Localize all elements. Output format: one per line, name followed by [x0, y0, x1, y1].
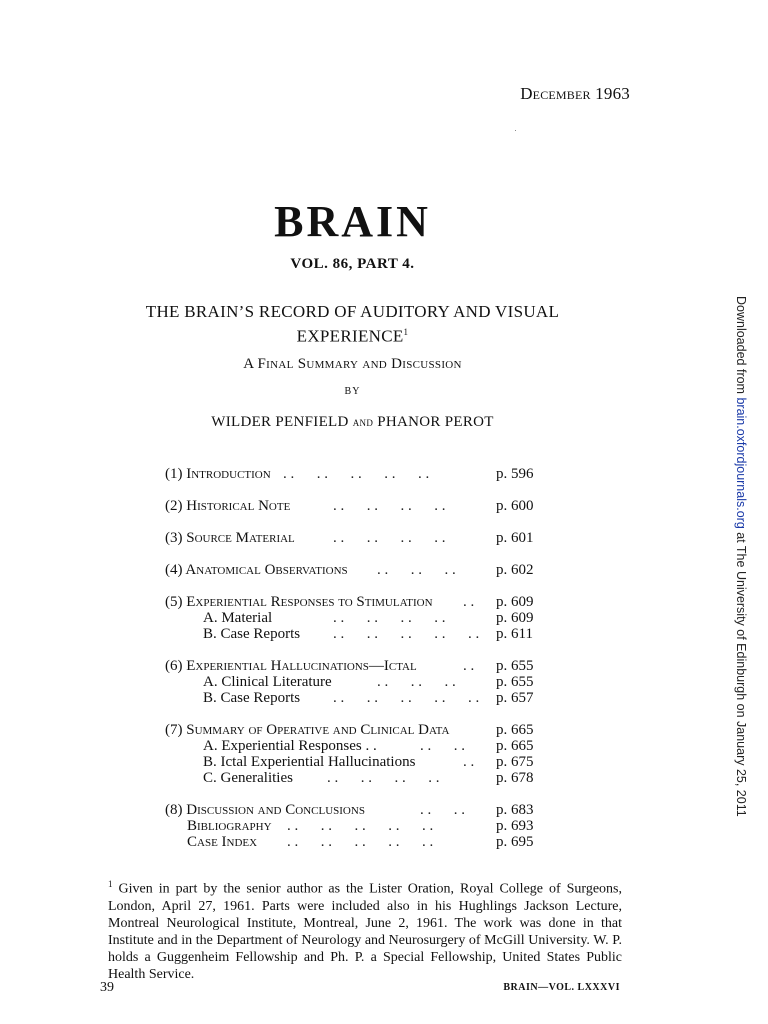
page-number: 39 [100, 980, 114, 995]
watermark-prefix: Downloaded from [734, 296, 748, 398]
toc-page: p. 596 [496, 466, 534, 482]
scan-speck [515, 130, 516, 131]
toc-leader: . . [463, 658, 475, 674]
toc-leader: . . . . . . . . . . [283, 466, 430, 482]
toc-label: (2) Historical Note [165, 498, 291, 514]
volume-info: VOL. 86, PART 4. [290, 256, 415, 272]
toc-label: (6) Experiential Hallucinations—Ictal [165, 658, 417, 674]
toc-label: A. Material [203, 610, 273, 626]
watermark-suffix: at The University of Edinburgh on January 25, 2011 [734, 528, 748, 817]
footnote [108, 876, 622, 983]
authors [0, 414, 705, 431]
running-head: BRAIN—VOL. LXXXVI [503, 982, 620, 993]
toc-row-case-index [165, 834, 545, 852]
article-title [100, 302, 605, 347]
toc-leader: . . . . . . . . [327, 770, 440, 786]
toc-label: (3) Source Material [165, 530, 295, 546]
toc-label: C. Generalities [203, 770, 293, 786]
toc-leader: . . . . . . [377, 562, 456, 578]
toc-label: B. Ictal Experiential Hallucinations [203, 754, 416, 770]
toc-leader: . . . . . . . . . . [333, 690, 480, 706]
journal-name: BRAIN [274, 197, 431, 246]
author-conjunction: and [352, 414, 374, 429]
toc-label: (4) Anatomical Observations [165, 562, 348, 578]
toc-label: B. Case Reports [203, 690, 301, 706]
title-footnote-marker: 1 [403, 327, 409, 337]
by-line: BY [344, 386, 361, 397]
toc-leader: . . . . . . [377, 674, 456, 690]
title-line-1: THE BRAIN’S RECORD OF AUDITORY AND VISUAL [145, 302, 560, 321]
toc-page: p. 695 [496, 834, 534, 850]
toc-label: (5) Experiential Responses to Stimulation [165, 594, 433, 610]
toc-row-generalities [165, 770, 545, 788]
toc-leader: . . [463, 754, 475, 770]
toc-label: A. Experiential Responses . . [203, 738, 377, 754]
toc-page: p. 657 [496, 690, 534, 706]
author-penfield: WILDER PENFIELD [211, 414, 349, 430]
toc-leader: . . . . . . . . . . [287, 818, 434, 834]
toc-page: p. 693 [496, 818, 534, 834]
toc-label: (8) Discussion and Conclusions [165, 802, 365, 818]
toc-label: Case Index [187, 834, 258, 850]
title-line-2: EXPERIENCE [296, 326, 404, 346]
toc-page: p. 611 [496, 626, 533, 642]
toc-leader: . . . . [420, 802, 465, 818]
toc-page: p. 602 [496, 562, 534, 578]
toc-page: p. 601 [496, 530, 534, 546]
toc-leader: . . . . . . . . . . [287, 834, 434, 850]
toc-page: p. 678 [496, 770, 534, 786]
toc-page: p. 665 [496, 738, 534, 754]
toc-row-historical-note [165, 498, 545, 516]
toc-page: p. 655 [496, 674, 534, 690]
toc-leader: . . . . . . . . [333, 530, 446, 546]
toc-label: B. Case Reports [203, 626, 301, 642]
toc-row-anatomical-observations [165, 562, 545, 580]
toc-row-case-reports-1 [165, 626, 545, 644]
toc-label: Bibliography [187, 818, 272, 834]
toc-label: (1) Introduction [165, 466, 271, 482]
toc-label: (7) Summary of Operative and Clinical Data [165, 722, 450, 738]
toc-label: A. Clinical Literature [203, 674, 332, 690]
issue-date: December 1963 [520, 84, 630, 103]
toc-leader: . . . . . . . . [333, 610, 446, 626]
toc-leader: . . . . . . . . [333, 498, 446, 514]
toc-row-case-reports-2 [165, 690, 545, 708]
footnote-text: Given in part by the senior author as the Lister Oration, Royal College of Surgeons, London, April 27, 1961. Parts were included also in his Hughlings Jackson Lecture, Montreal Neurological Institute, Montreal, June 2, 1961. The work was done in that Institute and in the Department of Neurology and Neurosurgery of McGill University. W. P. holds a Guggenheim Fellowship and Ph. P. a Special Fellowship, United States Public Health Service. [108, 881, 622, 982]
toc-row-source-material [165, 530, 545, 548]
footnote-marker: 1 [108, 879, 113, 889]
toc-page: p. 609 [496, 610, 534, 626]
author-perot: PHANOR PEROT [377, 414, 494, 430]
toc-row-introduction [165, 466, 545, 484]
toc-page: p. 609 [496, 594, 534, 610]
toc-page: p. 655 [496, 658, 534, 674]
toc-page: p. 665 [496, 722, 534, 738]
toc-leader: . . . . [420, 738, 465, 754]
toc-leader: . . . . . . . . . . [333, 626, 480, 642]
watermark-link[interactable]: brain.oxfordjournals.org [734, 397, 748, 529]
toc-page: p. 600 [496, 498, 534, 514]
toc-leader: . . [463, 594, 475, 610]
download-watermark [734, 296, 748, 817]
toc-page: p. 683 [496, 802, 534, 818]
article-subtitle: A Final Summary and Discussion [243, 356, 462, 372]
toc-page: p. 675 [496, 754, 534, 770]
